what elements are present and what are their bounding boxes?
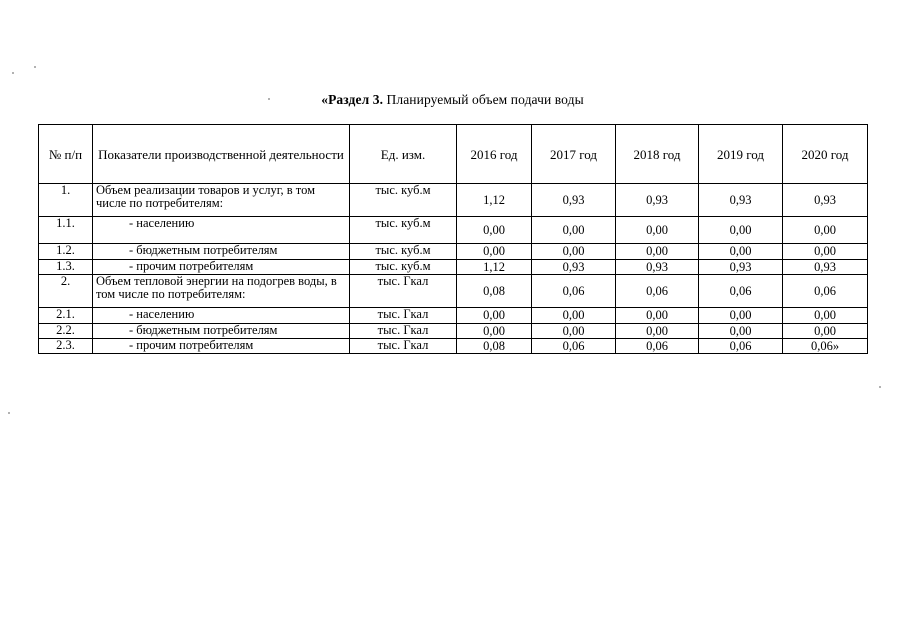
row-value: 0,93 — [532, 184, 616, 217]
row-num: 1.1. — [39, 217, 93, 244]
table-row — [39, 275, 868, 308]
scan-speck — [12, 72, 14, 74]
row-value: 0,00 — [699, 244, 783, 260]
section-title-text: Планируемый объем подачи воды — [386, 92, 584, 107]
row-num: 2.3. — [39, 339, 93, 354]
row-value: 0,00 — [783, 244, 868, 260]
row-value: 0,93 — [699, 260, 783, 275]
row-value: 0,93 — [699, 184, 783, 217]
row-value: 0,00 — [699, 308, 783, 324]
row-value: 0,00 — [457, 244, 532, 260]
row-indicator: - прочим потребителям — [93, 260, 350, 275]
row-unit: тыс. куб.м — [350, 184, 457, 217]
table-row — [39, 184, 868, 217]
row-value: 0,93 — [783, 184, 868, 217]
row-value: 1,12 — [457, 184, 532, 217]
row-value: 0,00 — [699, 324, 783, 339]
row-indicator: Объем реализации товаров и услуг, в том числе по потребителям: — [93, 184, 350, 217]
row-value: 0,00 — [457, 217, 532, 244]
scan-speck — [34, 66, 36, 68]
row-num: 1.3. — [39, 260, 93, 275]
row-value: 0,00 — [783, 324, 868, 339]
row-indicator: - населению — [93, 308, 350, 324]
row-value: 0,93 — [532, 260, 616, 275]
row-unit: тыс. Гкал — [350, 308, 457, 324]
row-value: 0,93 — [783, 260, 868, 275]
table-row — [39, 324, 868, 339]
row-value: 0,00 — [783, 217, 868, 244]
row-unit: тыс. Гкал — [350, 324, 457, 339]
row-value: 0,00 — [457, 308, 532, 324]
row-value: 0,08 — [457, 275, 532, 308]
row-value: 0,93 — [616, 260, 699, 275]
scan-speck — [8, 412, 10, 414]
row-value: 0,06 — [699, 339, 783, 354]
table-row — [39, 260, 868, 275]
table-row — [39, 244, 868, 260]
header-year-2017: 2017 год — [532, 125, 616, 184]
scan-speck — [268, 98, 270, 100]
header-indicator: Показатели производственной деятельности — [93, 125, 350, 184]
row-indicator: - бюджетным потребителям — [93, 324, 350, 339]
table-row — [39, 217, 868, 244]
table-header-row — [39, 125, 868, 184]
row-value: 0,06 — [699, 275, 783, 308]
row-num: 2.1. — [39, 308, 93, 324]
row-value: 0,93 — [616, 184, 699, 217]
row-value: 0,06 — [532, 339, 616, 354]
row-indicator: - населению — [93, 217, 350, 244]
row-value: 0,06 — [783, 275, 868, 308]
row-value: 0,00 — [616, 308, 699, 324]
section-title — [0, 91, 905, 109]
row-value: 0,06 — [616, 339, 699, 354]
row-value: 0,00 — [532, 308, 616, 324]
header-num: № п/п — [39, 125, 93, 184]
row-value: 0,00 — [532, 217, 616, 244]
row-value: 0,06» — [783, 339, 868, 354]
table-row — [39, 308, 868, 324]
row-value: 0,00 — [616, 324, 699, 339]
row-value: 1,12 — [457, 260, 532, 275]
row-value: 0,00 — [699, 217, 783, 244]
row-unit: тыс. куб.м — [350, 244, 457, 260]
row-value: 0,00 — [616, 244, 699, 260]
row-value: 0,06 — [616, 275, 699, 308]
row-unit: тыс. куб.м — [350, 260, 457, 275]
scan-speck — [879, 386, 881, 388]
row-indicator: - прочим потребителям — [93, 339, 350, 354]
row-value: 0,00 — [532, 244, 616, 260]
header-year-2018: 2018 год — [616, 125, 699, 184]
row-unit: тыс. куб.м — [350, 217, 457, 244]
table-body — [39, 184, 868, 354]
row-value: 0,06 — [532, 275, 616, 308]
row-unit: тыс. Гкал — [350, 275, 457, 308]
header-unit: Ед. изм. — [350, 125, 457, 184]
row-num: 1. — [39, 184, 93, 217]
row-value: 0,00 — [783, 308, 868, 324]
row-value: 0,00 — [532, 324, 616, 339]
row-indicator: - бюджетным потребителям — [93, 244, 350, 260]
row-value: 0,00 — [457, 324, 532, 339]
header-year-2016: 2016 год — [457, 125, 532, 184]
section-title-number: «Раздел 3. — [321, 92, 384, 107]
row-num: 2.2. — [39, 324, 93, 339]
row-value: 0,08 — [457, 339, 532, 354]
table-row — [39, 339, 868, 354]
header-year-2020: 2020 год — [783, 125, 868, 184]
water-supply-table — [38, 124, 868, 354]
row-indicator: Объем тепловой энергии на подогрев воды, в том числе по потребителям: — [93, 275, 350, 308]
row-value: 0,00 — [616, 217, 699, 244]
row-num: 2. — [39, 275, 93, 308]
row-num: 1.2. — [39, 244, 93, 260]
row-unit: тыс. Гкал — [350, 339, 457, 354]
header-year-2019: 2019 год — [699, 125, 783, 184]
